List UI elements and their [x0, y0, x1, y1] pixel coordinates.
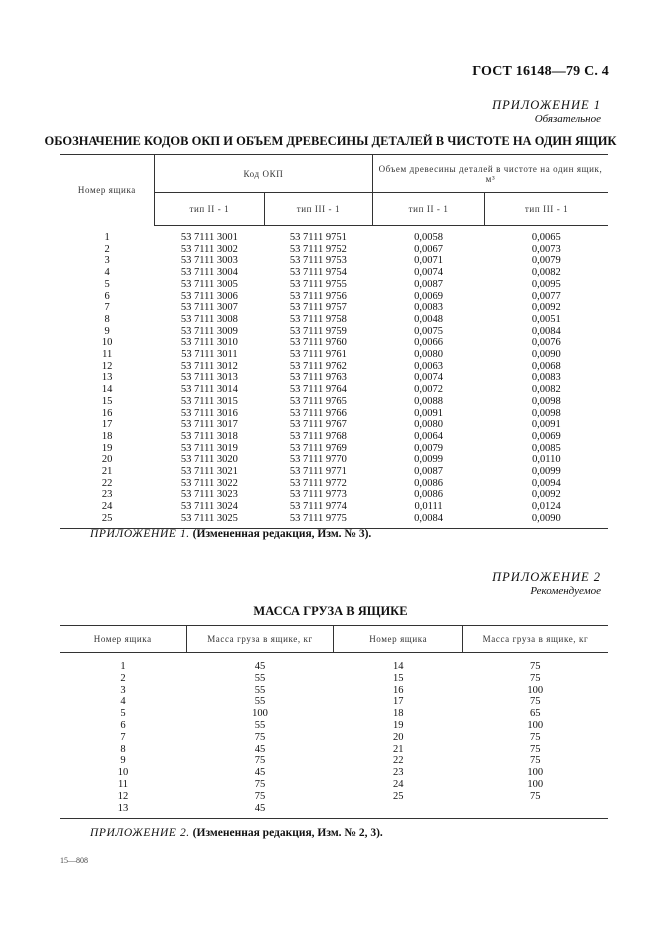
sub-okp-type-3: тип III - 1: [264, 193, 372, 226]
cell-okp-type-3: 53 7111 9775: [264, 513, 372, 528]
appendix-1-number: ПРИЛОЖЕНИЕ 1: [492, 98, 601, 112]
col-mass-right: Масса груза в ящике, кг: [462, 626, 608, 653]
cell-box-number-right: 24: [392, 778, 404, 790]
table-row: [60, 653, 608, 673]
table-row: [60, 408, 608, 420]
col-mass-left: Масса груза в ящике, кг: [186, 626, 334, 653]
table-row: [60, 696, 608, 708]
cell-box-number: 15: [101, 395, 113, 407]
cell-vol-type-2: 0,0048: [414, 313, 443, 325]
cell-box-number: 18: [101, 430, 113, 442]
cell-box-number-right: 22: [392, 755, 404, 767]
sub-okp-type-2: тип II - 1: [154, 193, 264, 226]
cell-box-number: 7: [104, 302, 110, 314]
cell-box-number-left: 3: [120, 684, 126, 696]
cell-mass-right: 100: [527, 778, 544, 790]
appendix-2-number: ПРИЛОЖЕНИЕ 2: [492, 570, 601, 584]
table-row: [60, 396, 608, 408]
table-row: [60, 791, 608, 803]
cell-mass-left: 75: [254, 790, 266, 802]
cell-box-number-right: 15: [392, 672, 404, 684]
cell-okp-type-2: 53 7111 3012: [180, 360, 238, 372]
cell-okp-type-2: 53 7111 3016: [180, 407, 238, 419]
cell-vol-type-2: 0,0080: [414, 419, 443, 431]
cell-box-number: 10: [101, 337, 113, 349]
table-row: [60, 226, 608, 244]
cell-mass-left: 45: [254, 743, 266, 755]
cell-box-number-left: 13: [60, 803, 186, 819]
table-row: [60, 244, 608, 256]
cell-box-number: 4: [104, 267, 110, 279]
cell-box-number-left: 8: [120, 743, 126, 755]
cell-vol-type-3: 0,0082: [531, 267, 561, 279]
cell-box-number-left: 6: [120, 719, 126, 731]
table-row: [60, 673, 608, 685]
table-row: [60, 489, 608, 501]
col-box-number: Номер ящика: [60, 155, 154, 226]
cell-okp-type-3: 53 7111 9756: [289, 290, 347, 302]
appendix-1-status: Обязательное: [534, 113, 601, 125]
col-box-number-right: Номер ящика: [334, 626, 462, 653]
appendix-2-note-label: ПРИЛОЖЕНИЕ 2.: [90, 827, 190, 839]
sub-vol-type-3: тип III - 1: [485, 193, 608, 226]
cell-okp-type-3: 53 7111 9772: [289, 477, 347, 489]
cell-vol-type-3: 0,0065: [531, 232, 561, 243]
cell-mass-right: 75: [529, 672, 541, 684]
sub-vol-type-2: тип II - 1: [372, 193, 484, 226]
cell-vol-type-2: 0,0058: [414, 232, 443, 243]
cell-vol-type-3: 0,0073: [531, 243, 561, 255]
cell-okp-type-3: 53 7111 9769: [289, 442, 347, 454]
cell-box-number: 3: [104, 255, 110, 267]
cell-okp-type-2: 53 7111 3002: [180, 243, 238, 255]
cell-box-number: 19: [101, 442, 113, 454]
table-row: [60, 708, 608, 720]
col-okp-code: Код ОКП: [154, 155, 372, 193]
cell-box-number: 11: [102, 349, 113, 361]
cell-box-number-left: 7: [120, 731, 126, 743]
cell-okp-type-3: 53 7111 9773: [289, 489, 347, 501]
cell-vol-type-2: 0,0067: [414, 243, 443, 255]
cell-box-number-left: 12: [117, 790, 129, 802]
cell-mass-right: 75: [529, 743, 541, 755]
cell-okp-type-3: 53 7111 9762: [289, 360, 347, 372]
cell-vol-type-3: 0,0077: [531, 290, 561, 302]
cell-okp-type-2: 53 7111 3015: [180, 395, 238, 407]
cell-okp-type-3: 53 7111 9752: [289, 243, 347, 255]
cell-okp-type-3: 53 7111 9753: [289, 255, 347, 267]
cell-mass-right: 100: [527, 767, 544, 779]
cell-box-number-right: [334, 803, 462, 819]
cell-vol-type-2: 0,0074: [414, 267, 443, 279]
cell-box-number: 8: [104, 313, 110, 325]
cell-okp-type-2: 53 7111 3006: [180, 290, 238, 302]
cell-box-number: 24: [101, 501, 113, 513]
cell-box-number-left: 5: [120, 708, 126, 720]
cell-okp-type-2: 53 7111 3014: [180, 384, 238, 396]
cell-vol-type-2: 0,0099: [414, 454, 443, 466]
cell-mass-left: 45: [186, 803, 334, 819]
cell-box-number: 20: [101, 454, 113, 466]
cell-mass-left: 45: [254, 661, 266, 672]
table-row: [60, 443, 608, 455]
cell-vol-type-2: 0,0074: [414, 372, 443, 384]
cell-okp-type-2: 53 7111 3025: [154, 513, 264, 528]
cell-okp-type-2: 53 7111 3004: [180, 267, 238, 279]
cell-vol-type-2: 0,0079: [414, 442, 443, 454]
cell-vol-type-3: 0,0095: [531, 278, 561, 290]
cell-box-number: 5: [104, 278, 110, 290]
cell-mass-left: 75: [254, 755, 266, 767]
table-row: [60, 267, 608, 279]
table-row: [60, 361, 608, 373]
cell-vol-type-2: 0,0071: [414, 255, 443, 267]
cell-vol-type-2: 0,0086: [414, 477, 443, 489]
cell-okp-type-2: 53 7111 3021: [180, 466, 238, 478]
cell-box-number-left: 1: [120, 661, 126, 672]
cell-okp-type-2: 53 7111 3008: [180, 313, 238, 325]
table-row: [60, 326, 608, 338]
cell-okp-type-3: 53 7111 9759: [289, 325, 347, 337]
cell-vol-type-2: 0,0091: [414, 407, 443, 419]
cell-vol-type-2: 0,0063: [414, 360, 443, 372]
print-code: 15—808: [60, 856, 88, 865]
table-row: [60, 513, 608, 528]
cell-vol-type-3: 0,0084: [531, 325, 561, 337]
cell-okp-type-3: 53 7111 9764: [289, 384, 347, 396]
cell-vol-type-3: 0,0051: [531, 313, 561, 325]
cell-box-number: 13: [101, 372, 113, 384]
cell-box-number: 23: [101, 489, 113, 501]
table-row: [60, 454, 608, 466]
cell-mass-left: 100: [252, 708, 268, 720]
cell-okp-type-3: 53 7111 9755: [289, 278, 347, 290]
cell-box-number-right: 18: [392, 708, 404, 720]
okp-volume-table-body: [60, 226, 608, 529]
cell-okp-type-2: 53 7111 3003: [180, 255, 238, 267]
cell-okp-type-2: 53 7111 3024: [180, 501, 238, 513]
cargo-mass-table-body: [60, 653, 608, 819]
table-row: [60, 302, 608, 314]
cell-box-number: 14: [101, 384, 113, 396]
table-row: [60, 767, 608, 779]
cell-okp-type-3: 53 7111 9767: [289, 419, 347, 431]
cell-okp-type-2: 53 7111 3011: [181, 349, 238, 361]
cell-okp-type-3: 53 7111 9768: [289, 430, 347, 442]
table-row: [60, 501, 608, 513]
cell-okp-type-3: 53 7111 9757: [289, 302, 347, 314]
cell-vol-type-2: 0,0072: [414, 384, 443, 396]
cell-box-number: 22: [101, 477, 113, 489]
cell-vol-type-2: 0,0083: [414, 302, 443, 314]
table-row: [60, 755, 608, 767]
cell-box-number-left: 9: [120, 755, 126, 767]
cell-okp-type-3: 53 7111 9763: [289, 372, 347, 384]
cell-box-number-right: 23: [392, 767, 404, 779]
cell-okp-type-3: 53 7111 9770: [289, 454, 347, 466]
cell-box-number-right: 16: [392, 684, 404, 696]
appendix-1-title: ОБОЗНАЧЕНИЕ КОДОВ ОКП И ОБЪЕМ ДРЕВЕСИНЫ ДЕТАЛЕЙ В ЧИСТОТЕ НА ОДИН ЯЩИК: [44, 134, 617, 148]
cargo-mass-table: [60, 625, 608, 819]
cell-okp-type-3: 53 7111 9758: [289, 313, 347, 325]
cell-vol-type-3: 0,0085: [531, 442, 561, 454]
appendix-2-note: [90, 827, 383, 839]
cell-vol-type-3: 0,0098: [531, 407, 561, 419]
cell-box-number-right: 19: [392, 719, 404, 731]
cell-okp-type-2: 53 7111 3020: [180, 454, 238, 466]
cell-vol-type-2: 0,0066: [414, 337, 443, 349]
cell-vol-type-3: 0,0083: [531, 372, 561, 384]
appendix-2-label: [492, 570, 601, 597]
cell-box-number-right: 20: [392, 731, 404, 743]
cell-okp-type-3: 53 7111 9771: [289, 466, 347, 478]
appendix-1-note: [90, 528, 371, 540]
cell-vol-type-2: 0,0087: [414, 466, 443, 478]
appendix-1-note-text: (Измененная редакция, Изм. № 3).: [192, 528, 372, 540]
appendix-2-status: Рекомендуемое: [530, 585, 601, 597]
cell-box-number: 2: [104, 243, 110, 255]
appendix-2-note-text: (Измененная редакция, Изм. № 2, 3).: [192, 827, 383, 839]
cell-okp-type-2: 53 7111 3001: [180, 232, 238, 243]
cell-vol-type-2: 0,0069: [414, 290, 443, 302]
col-wood-volume: Объем древесины деталей в чистоте на один ящик, м³: [372, 155, 608, 193]
table-row: [60, 720, 608, 732]
table-row: [60, 314, 608, 326]
cell-vol-type-3: 0,0076: [531, 337, 561, 349]
cell-vol-type-3: 0,0092: [531, 489, 561, 501]
cell-mass-right: 75: [529, 731, 541, 743]
cell-box-number-left: 4: [120, 696, 126, 708]
cell-okp-type-2: 53 7111 3017: [180, 419, 238, 431]
cell-vol-type-2: 0,0086: [414, 489, 443, 501]
cell-vol-type-2: 0,0084: [372, 513, 484, 528]
cell-vol-type-3: 0,0090: [531, 349, 561, 361]
table-row: [60, 419, 608, 431]
cell-box-number-right: 21: [392, 743, 404, 755]
cell-mass-left: 75: [254, 731, 266, 743]
cell-vol-type-3: 0,0124: [531, 501, 561, 513]
cell-box-number-right: 14: [392, 661, 404, 672]
appendix-2-title: МАССА ГРУЗА В ЯЩИКЕ: [253, 604, 408, 618]
cell-okp-type-2: 53 7111 3007: [180, 302, 238, 314]
cell-okp-type-2: 53 7111 3009: [180, 325, 238, 337]
cell-okp-type-3: 53 7111 9774: [289, 501, 347, 513]
table-row: [60, 384, 608, 396]
cell-mass-left: 75: [254, 778, 266, 790]
cell-box-number: 1: [104, 231, 110, 243]
cell-box-number: 17: [101, 419, 113, 431]
cell-mass-left: 55: [254, 684, 266, 696]
cell-box-number: 9: [104, 325, 110, 337]
cell-mass-right: [462, 803, 608, 819]
cell-vol-type-2: 0,0075: [414, 325, 443, 337]
cell-mass-left: 45: [254, 767, 266, 779]
cell-box-number-left: 11: [117, 778, 129, 790]
cell-okp-type-2: 53 7111 3023: [180, 489, 238, 501]
cell-vol-type-3: 0,0099: [531, 466, 561, 478]
cell-vol-type-3: 0,0091: [531, 419, 561, 431]
table-row: [60, 779, 608, 791]
cell-mass-right: 75: [529, 661, 541, 672]
cell-vol-type-2: 0,0111: [414, 501, 443, 513]
page-header: ГОСТ 16148—79 С. 4: [472, 64, 609, 79]
cell-mass-left: 55: [254, 696, 266, 708]
table-row: [60, 337, 608, 349]
cell-okp-type-2: 53 7111 3013: [180, 372, 238, 384]
table-row: [60, 732, 608, 744]
table-row: [60, 685, 608, 697]
cell-mass-right: 75: [529, 696, 541, 708]
cell-vol-type-2: 0,0064: [414, 430, 443, 442]
appendix-1-label: [492, 98, 601, 125]
cell-vol-type-3: 0,0098: [531, 395, 561, 407]
appendix-1-note-label: ПРИЛОЖЕНИЕ 1.: [90, 528, 190, 540]
cell-okp-type-3: 53 7111 9760: [289, 337, 347, 349]
cell-okp-type-2: 53 7111 3022: [180, 477, 238, 489]
cell-okp-type-3: 53 7111 9765: [289, 395, 347, 407]
table-row: [60, 466, 608, 478]
cell-vol-type-3: 0,0069: [531, 430, 561, 442]
cell-box-number-left: 2: [120, 672, 126, 684]
cell-vol-type-3: 0,0092: [531, 302, 561, 314]
cell-box-number: 6: [104, 290, 110, 302]
table-row: [60, 803, 608, 819]
cell-mass-right: 100: [527, 719, 544, 731]
cell-vol-type-2: 0,0088: [414, 395, 443, 407]
table-row: [60, 279, 608, 291]
cell-okp-type-2: 53 7111 3019: [180, 442, 238, 454]
cell-okp-type-2: 53 7111 3010: [180, 337, 238, 349]
col-box-number-left: Номер ящика: [60, 626, 186, 653]
cell-box-number: 16: [101, 407, 113, 419]
cell-vol-type-3: 0,0068: [531, 360, 561, 372]
table-row: [60, 349, 608, 361]
cell-vol-type-3: 0,0094: [531, 477, 561, 489]
okp-volume-table: [60, 154, 608, 529]
cell-box-number-right: 17: [392, 696, 404, 708]
cell-box-number: 25: [60, 513, 154, 528]
cell-okp-type-2: 53 7111 3005: [180, 278, 238, 290]
cell-vol-type-2: 0,0087: [414, 278, 443, 290]
cell-vol-type-3: 0,0082: [531, 384, 561, 396]
cell-vol-type-2: 0,0080: [414, 349, 443, 361]
table-row: [60, 291, 608, 303]
cell-box-number-left: 10: [117, 767, 129, 779]
cell-mass-left: 55: [254, 672, 266, 684]
cell-okp-type-3: 53 7111 9751: [289, 232, 347, 243]
table-row: [60, 744, 608, 756]
cell-mass-right: 65: [529, 708, 541, 720]
cell-vol-type-3: 0,0110: [532, 454, 561, 466]
cell-mass-left: 55: [254, 719, 266, 731]
cell-okp-type-3: 53 7111 9766: [289, 407, 347, 419]
cell-okp-type-3: 53 7111 9754: [289, 267, 347, 279]
cell-vol-type-3: 0,0079: [531, 255, 561, 267]
cell-box-number: 21: [101, 466, 113, 478]
table-row: [60, 478, 608, 490]
cell-box-number: 12: [101, 360, 113, 372]
table-row: [60, 372, 608, 384]
cell-okp-type-3: 53 7111 9761: [289, 349, 347, 361]
cell-okp-type-2: 53 7111 3018: [180, 430, 238, 442]
table-row: [60, 431, 608, 443]
cell-mass-right: 75: [529, 755, 541, 767]
table-row: [60, 255, 608, 267]
cell-mass-right: 75: [529, 790, 541, 802]
cell-box-number-right: 25: [392, 790, 404, 802]
cell-mass-right: 100: [527, 684, 544, 696]
cell-vol-type-3: 0,0090: [485, 513, 608, 528]
